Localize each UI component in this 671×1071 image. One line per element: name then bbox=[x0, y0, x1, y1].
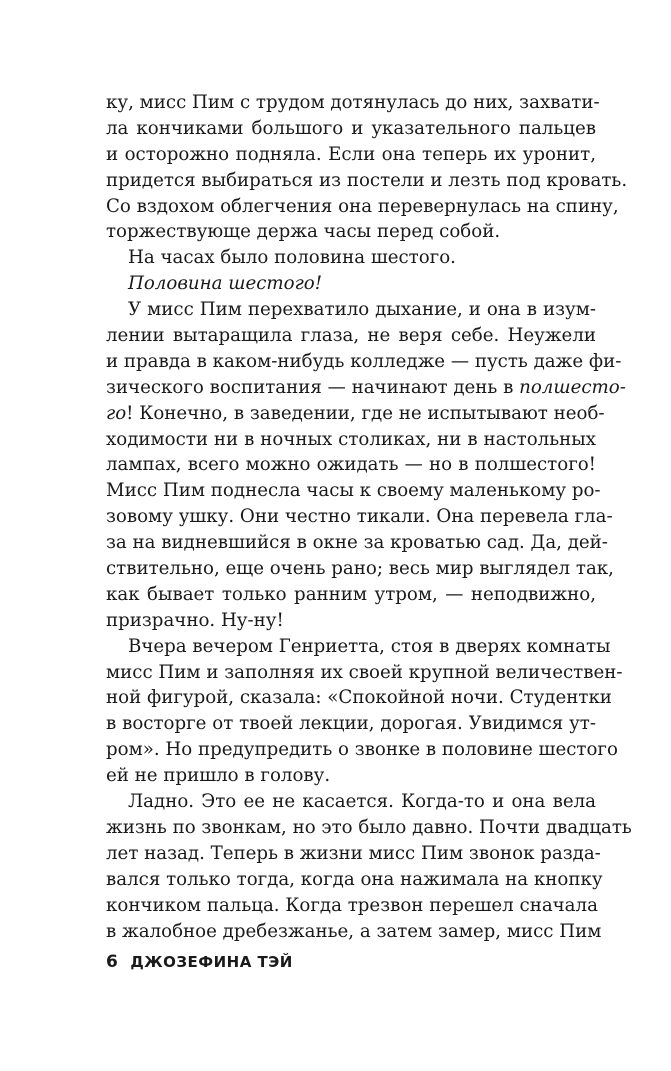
text-line: ей не пришло в голову. bbox=[106, 765, 331, 787]
text-line: лении вытаращила глаза, не веря себе. Неужели bbox=[106, 325, 596, 347]
text-line: кончиком пальца. Когда трезвон перешел сначала bbox=[106, 894, 598, 916]
text-line: ходимости ни в ночных столиках, ни в настольных bbox=[106, 428, 596, 450]
text-line: торжествующе держа часы перед собой. bbox=[106, 221, 501, 243]
text-line: вался только тогда, когда она нажимала на кнопку bbox=[106, 868, 603, 890]
text-line: ром». Но предупредить о звонке в половине шестого bbox=[106, 739, 618, 761]
text-line: Мисс Пим поднесла часы к своему маленькому ро- bbox=[106, 480, 601, 502]
running-footer bbox=[106, 952, 293, 972]
text-line: мисс Пим и заполняя их своей крупной величествен- bbox=[106, 661, 623, 683]
text-line: как бывает только ранним утром, — неподвижно, bbox=[106, 583, 596, 605]
author-name: ДЖОЗЕФИНА ТЭЙ bbox=[130, 953, 293, 971]
text-line: Вчера вечером Генриетта, стоя в дверях комнаты bbox=[128, 635, 611, 657]
text-line: Со вздохом облегчения она перевернулась на спину, bbox=[106, 195, 619, 217]
text-line: и правда в каком-нибудь колледже — пусть даже фи- bbox=[106, 350, 622, 372]
page-number: 6 bbox=[106, 952, 119, 972]
text-line: и осторожно подняла. Если она теперь их уронит, bbox=[106, 143, 596, 165]
text-line: призрачно. Ну-ну! bbox=[106, 609, 284, 631]
text-line: лампах, всего можно ожидать — но в полшестого! bbox=[106, 454, 596, 476]
text-line: зовому ушку. Они честно тикали. Она перевела гла- bbox=[106, 506, 613, 528]
text-line: ствительно, еще очень рано; весь мир выглядел так, bbox=[106, 558, 614, 580]
page-body bbox=[106, 90, 632, 944]
text-line: лет назад. Теперь в жизни мисс Пим звонок разда- bbox=[106, 842, 601, 864]
text-line: ку, мисс Пим с трудом дотянулась до них, захвати- bbox=[106, 92, 600, 113]
text-line: в восторге от твоей лекции, дорогая. Увидимся ут- bbox=[106, 713, 596, 735]
text-line: На часах было половина шестого. bbox=[128, 247, 456, 269]
text-line: го! Конечно, в заведении, где не испытывают необ- bbox=[106, 402, 605, 424]
text-line: за на видневшийся в окне за кроватью сад. Да, дей- bbox=[106, 532, 608, 554]
text-line: ла кончиками большого и указательного пальцев bbox=[106, 117, 596, 139]
text-line: жизнь по звонкам, но это было давно. Почти двадцать bbox=[106, 816, 632, 838]
text-line: в жалобное дребезжанье, а затем замер, мисс Пим bbox=[106, 920, 602, 942]
text-line: ной фигурой, сказала: «Спокойной ночи. Студентки bbox=[106, 687, 612, 709]
text-line: зического воспитания — начинают день в полшесто- bbox=[106, 376, 626, 398]
text-line: Ладно. Это ее не касается. Когда-то и она вела bbox=[128, 791, 596, 813]
text-line: Половина шестого! bbox=[128, 273, 323, 295]
text-line: У мисс Пим перехватило дыхание, и она в изум- bbox=[128, 299, 596, 321]
text-line: придется выбираться из постели и лезть под кровать. bbox=[106, 169, 628, 191]
